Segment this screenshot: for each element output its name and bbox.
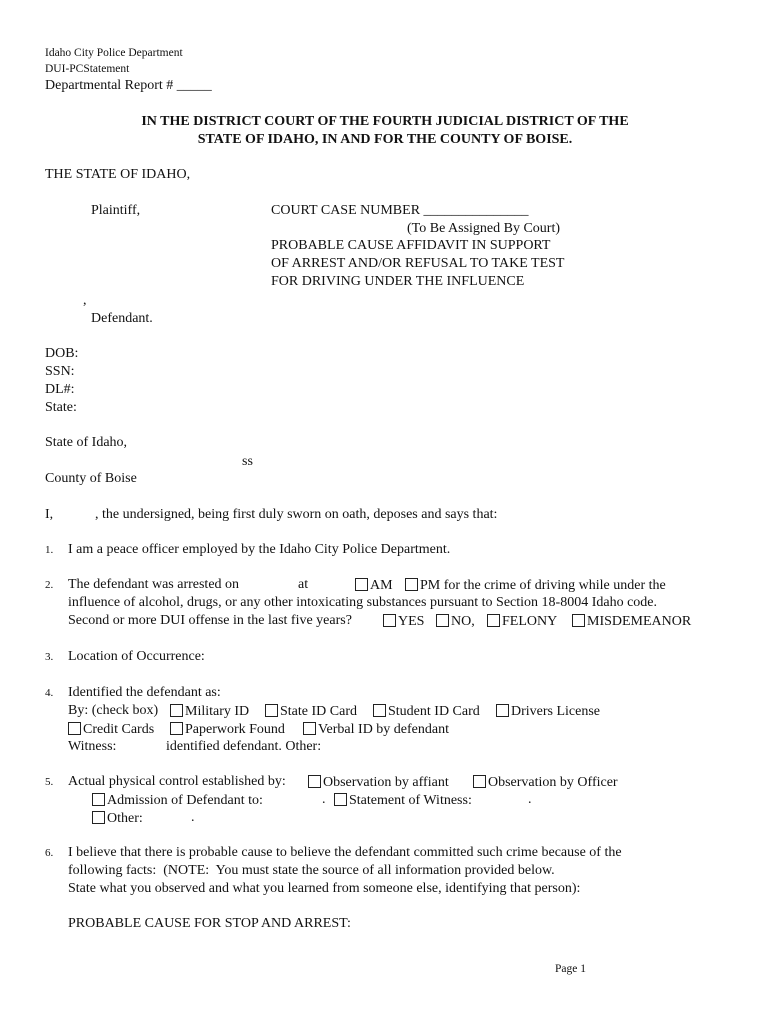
military-id-label: Military ID	[185, 704, 250, 719]
other-checkbox[interactable]	[92, 811, 105, 824]
affidavit-title-line1: PROBABLE CAUSE AFFIDAVIT IN SUPPORT	[271, 238, 551, 253]
item-2-at: at	[298, 577, 309, 592]
page-number: Page 1	[555, 963, 586, 975]
item-number-4: 4.	[45, 687, 54, 699]
item-number-5: 5.	[45, 776, 54, 788]
admission-checkbox[interactable]	[92, 793, 105, 806]
am-label: AM	[370, 578, 393, 593]
state-label: State:	[45, 400, 77, 415]
drivers-license-checkbox[interactable]	[496, 704, 509, 717]
item-5-control: Actual physical control established by:	[68, 774, 286, 789]
admission-label: Admission of Defendant to:	[107, 793, 263, 808]
item-2-arrested-on: The defendant was arrested on	[68, 577, 240, 592]
observation-officer-checkbox[interactable]	[473, 775, 486, 788]
state-of-idaho: THE STATE OF IDAHO,	[45, 167, 191, 182]
witness-label: Witness:	[68, 739, 117, 754]
observation-officer-option[interactable]	[473, 775, 618, 790]
state-id-label: State ID Card	[280, 704, 357, 719]
student-id-option[interactable]	[373, 704, 480, 719]
admission-option[interactable]	[92, 793, 263, 808]
observation-affiant-label: Observation by affiant	[323, 775, 449, 790]
felony-label: FELONY	[502, 614, 558, 629]
am-option[interactable]	[355, 578, 393, 593]
felony-checkbox[interactable]	[487, 614, 500, 627]
credit-cards-checkbox[interactable]	[68, 722, 81, 735]
verbal-id-checkbox[interactable]	[303, 722, 316, 735]
item-4-by-check: By: (check box)	[68, 703, 159, 718]
item-number-2: 2.	[45, 579, 54, 591]
verbal-id-label: Verbal ID by defendant	[318, 722, 450, 737]
misdemeanor-checkbox[interactable]	[572, 614, 585, 627]
item-1-text: I am a peace officer employed by the Idaho City Police Department.	[68, 542, 451, 557]
item-number-6: 6.	[45, 847, 54, 859]
affidavit-title-line3: FOR DRIVING UNDER THE INFLUENCE	[271, 274, 525, 289]
pm-option[interactable]	[405, 578, 666, 593]
form-code: DUI-PCStatement	[45, 63, 130, 75]
item-number-3: 3.	[45, 651, 54, 663]
state-id-checkbox[interactable]	[265, 704, 278, 717]
state-id-option[interactable]	[265, 704, 357, 719]
assigned-by-court: (To Be Assigned By Court)	[407, 221, 561, 236]
venue-county: County of Boise	[45, 471, 137, 486]
pm-label: PM for the crime of driving while under the	[420, 578, 666, 593]
item-6-line3: State what you observed and what you learned from someone else, identifying that person):	[68, 881, 581, 896]
departmental-report: Departmental Report # _____	[45, 78, 212, 93]
felony-option[interactable]	[487, 614, 557, 629]
pm-checkbox[interactable]	[405, 578, 418, 591]
witness-statement-option[interactable]	[334, 793, 472, 808]
probable-cause-heading: PROBABLE CAUSE FOR STOP AND ARREST:	[68, 916, 351, 931]
venue-ss: ss	[242, 454, 253, 469]
no-checkbox[interactable]	[436, 614, 449, 627]
affidavit-title-line2: OF ARREST AND/OR REFUSAL TO TAKE TEST	[271, 256, 565, 271]
credit-cards-label: Credit Cards	[83, 722, 155, 737]
paperwork-found-option[interactable]	[170, 722, 285, 737]
item-3-location: Location of Occurrence:	[68, 649, 205, 664]
item-4-identified: Identified the defendant as:	[68, 685, 221, 700]
credit-cards-option[interactable]	[68, 722, 154, 737]
dl-label: DL#:	[45, 382, 75, 397]
observation-affiant-checkbox[interactable]	[308, 775, 321, 788]
identified-defendant-other: identified defendant. Other:	[166, 739, 322, 754]
item-number-1: 1.	[45, 544, 54, 556]
military-id-checkbox[interactable]	[170, 704, 183, 717]
ssn-label: SSN:	[45, 364, 75, 379]
defendant-label: Defendant.	[91, 311, 153, 326]
oath-i: I,	[45, 507, 54, 522]
witness-statement-label: Statement of Witness:	[349, 793, 472, 808]
misdemeanor-label: MISDEMEANOR	[587, 614, 692, 629]
student-id-checkbox[interactable]	[373, 704, 386, 717]
court-title-line2: STATE OF IDAHO, IN AND FOR THE COUNTY OF BOISE.	[197, 132, 573, 147]
court-case-number: COURT CASE NUMBER _______________	[271, 203, 529, 218]
department-name: Idaho City Police Department	[45, 47, 183, 59]
other-period: .	[191, 810, 195, 825]
witness-statement-checkbox[interactable]	[334, 793, 347, 806]
dob-label: DOB:	[45, 346, 79, 361]
item-6-line2: following facts: (NOTE: You must state the source of all information provided below.	[68, 863, 555, 878]
military-id-option[interactable]	[170, 704, 249, 719]
drivers-license-option[interactable]	[496, 704, 600, 719]
other-option[interactable]	[92, 811, 143, 826]
venue-state: State of Idaho,	[45, 435, 128, 450]
no-option[interactable]	[436, 614, 475, 629]
verbal-id-option[interactable]	[303, 722, 449, 737]
observation-affiant-option[interactable]	[308, 775, 449, 790]
other-label: Other:	[107, 811, 143, 826]
observation-officer-label: Observation by Officer	[488, 775, 618, 790]
no-label: NO,	[451, 614, 475, 629]
item-2-line2: influence of alcohol, drugs, or any other intoxicating substances pursuant to Section 18-8004 Idaho code.	[68, 595, 658, 610]
plaintiff-label: Plaintiff,	[91, 203, 141, 218]
item-6-line1: I believe that there is probable cause to believe the defendant committed such crime because of the	[68, 845, 622, 860]
misdemeanor-option[interactable]	[572, 614, 691, 629]
paperwork-found-checkbox[interactable]	[170, 722, 183, 735]
item-2-second-offense: Second or more DUI offense in the last five years?	[68, 613, 352, 628]
yes-label: YES	[398, 614, 425, 629]
oath-text: , the undersigned, being first duly sworn on oath, deposes and says that:	[95, 507, 498, 522]
court-title-line1: IN THE DISTRICT COURT OF THE FOURTH JUDICIAL DISTRICT OF THE	[141, 114, 629, 129]
yes-option[interactable]	[383, 614, 424, 629]
witness-statement-period: .	[528, 792, 532, 807]
yes-checkbox[interactable]	[383, 614, 396, 627]
admission-period: .	[322, 792, 326, 807]
student-id-label: Student ID Card	[388, 704, 480, 719]
defendant-comma: ,	[83, 293, 87, 308]
drivers-license-label: Drivers License	[511, 704, 601, 719]
am-checkbox[interactable]	[355, 578, 368, 591]
paperwork-found-label: Paperwork Found	[185, 722, 285, 737]
